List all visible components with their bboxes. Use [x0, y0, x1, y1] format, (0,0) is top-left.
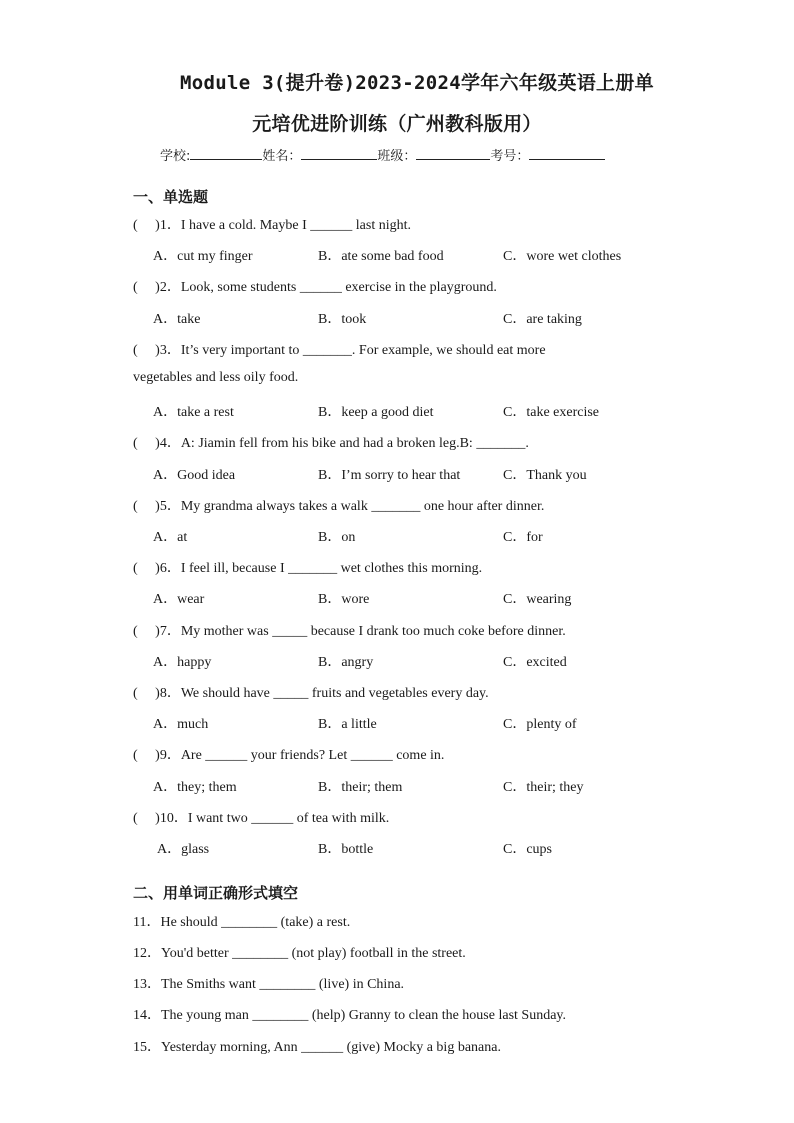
- exam-no-blank[interactable]: [529, 147, 605, 160]
- question-4-options: [153, 464, 713, 482]
- question-10: ( )10．I want two ______ of tea with milk.: [133, 811, 390, 826]
- option-c[interactable]: C．wore wet clothes: [503, 249, 622, 264]
- option-a[interactable]: A．take a rest: [153, 405, 234, 420]
- fill-item-12: 12．You'd better ________ (not play) football in the street.: [133, 946, 466, 961]
- school-blank[interactable]: [190, 147, 262, 160]
- question-3: ( )3．It’s very important to _______. For example, we should eat more: [133, 343, 546, 358]
- option-b[interactable]: B．their; them: [318, 780, 403, 795]
- question-9: ( )9．Are ______ your friends? Let ______ come in.: [133, 748, 445, 763]
- section-2-heading: 二、用单词正确形式填空: [133, 884, 299, 902]
- question-5-options: [153, 526, 713, 544]
- question-9-options: [153, 776, 713, 794]
- option-c[interactable]: C．wearing: [503, 592, 572, 607]
- question-1-options: [153, 245, 713, 263]
- class-blank[interactable]: [416, 147, 490, 160]
- option-c[interactable]: C．for: [503, 530, 543, 545]
- fill-item-11: 11．He should ________ (take) a rest.: [133, 915, 351, 930]
- option-b[interactable]: B．keep a good diet: [318, 405, 434, 420]
- option-b[interactable]: B．wore: [318, 592, 370, 607]
- page-title-line-2: 元培优进阶训练（广州教科版用）: [252, 113, 542, 135]
- option-a[interactable]: A．at: [153, 530, 188, 545]
- option-b[interactable]: B．angry: [318, 655, 374, 670]
- question-1: ( )1．I have a cold. Maybe I ______ last night.: [133, 218, 411, 233]
- option-c[interactable]: C．excited: [503, 655, 567, 670]
- option-b[interactable]: B．a little: [318, 717, 377, 732]
- option-a[interactable]: A．take: [153, 312, 201, 327]
- section-1-heading: 一、单选题: [133, 188, 209, 206]
- option-a[interactable]: A．wear: [153, 592, 205, 607]
- question-3-options: [153, 401, 713, 419]
- option-b[interactable]: B．ate some bad food: [318, 249, 444, 264]
- option-c[interactable]: C．Thank you: [503, 468, 587, 483]
- question-6-options: [153, 588, 713, 606]
- option-a[interactable]: A．happy: [153, 655, 212, 670]
- question-7: ( )7．My mother was _____ because I drank too much coke before dinner.: [133, 624, 566, 639]
- class-label: 班级：: [377, 149, 417, 164]
- fill-item-13: 13．The Smiths want ________ (live) in China.: [133, 977, 405, 992]
- fill-item-14: 14．The young man ________ (help) Granny to clean the house last Sunday.: [133, 1008, 567, 1023]
- question-4: ( )4．A: Jiamin fell from his bike and had a broken leg.B: _______.: [133, 436, 529, 451]
- option-a[interactable]: A．cut my finger: [153, 249, 253, 264]
- name-label: 姓名：: [262, 149, 302, 164]
- name-blank[interactable]: [301, 147, 377, 160]
- option-a[interactable]: A．much: [153, 717, 209, 732]
- question-7-options: [153, 651, 713, 669]
- option-b[interactable]: B．took: [318, 312, 367, 327]
- option-c[interactable]: C．cups: [503, 842, 552, 857]
- question-2-options: [153, 308, 713, 326]
- option-c[interactable]: C．their; they: [503, 780, 584, 795]
- school-label: 学校:: [160, 149, 191, 164]
- option-b[interactable]: B．on: [318, 530, 356, 545]
- question-2: ( )2．Look, some students ______ exercise in the playground.: [133, 280, 497, 295]
- student-info-line: [160, 145, 605, 164]
- option-b[interactable]: B．I’m sorry to hear that: [318, 468, 461, 483]
- option-b[interactable]: B．bottle: [318, 842, 374, 857]
- option-c[interactable]: C．plenty of: [503, 717, 577, 732]
- fill-item-15: 15．Yesterday morning, Ann ______ (give) Mocky a big banana.: [133, 1040, 501, 1055]
- option-a[interactable]: A．glass: [157, 842, 210, 857]
- question-5: ( )5．My grandma always takes a walk _______ one hour after dinner.: [133, 499, 545, 514]
- option-c[interactable]: C．are taking: [503, 312, 582, 327]
- exam-no-label: 考号：: [490, 149, 530, 164]
- option-c[interactable]: C．take exercise: [503, 405, 600, 420]
- option-a[interactable]: A．they; them: [153, 780, 237, 795]
- question-6: ( )6．I feel ill, because I _______ wet clothes this morning.: [133, 561, 483, 576]
- page-title-line-1: Module 3(提升卷)2023-2024学年六年级英语上册单: [180, 72, 654, 94]
- option-a[interactable]: A．Good idea: [153, 468, 236, 483]
- question-3-continued: vegetables and less oily food.: [133, 370, 299, 385]
- question-8: ( )8．We should have _____ fruits and vegetables every day.: [133, 686, 489, 701]
- question-10-options: [157, 838, 717, 856]
- question-8-options: [153, 713, 713, 731]
